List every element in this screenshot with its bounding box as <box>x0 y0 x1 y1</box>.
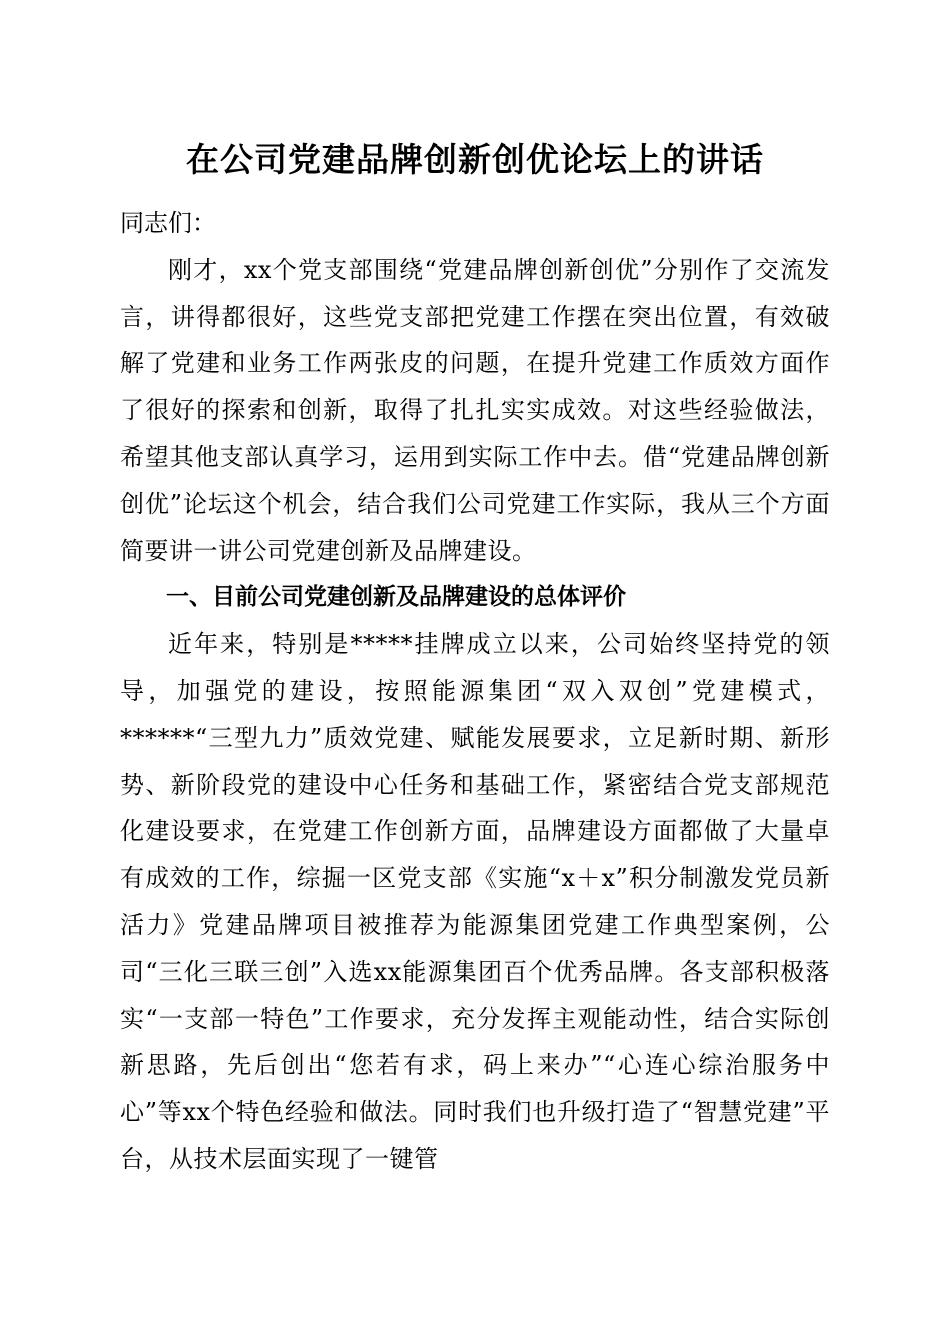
paragraph-intro: 刚才，xx个党支部围绕“党建品牌创新创优”分别作了交流发言，讲得都很好，这些党支部把党建工作摆在突出位置，有效破解了党建和业务工作两张皮的问题，在提升党建工作质效方面作了很好的探索和创新，取得了扎扎实实成效。对这些经验做法，希望其他支部认真学习，运用到实际工作中去。借“党建品牌创新创优”论坛这个机会，结合我们公司党建工作实际，我从三个方面简要讲一讲公司党建创新及品牌建设。 <box>120 255 830 565</box>
document-body <box>120 200 830 1183</box>
document-title: 在公司党建品牌创新创优论坛上的讲话 <box>186 140 764 179</box>
salutation: 同志们： <box>120 209 216 237</box>
section-heading-1: 一、目前公司党建创新及品牌建设的总体评价 <box>166 584 626 611</box>
paragraph-evaluation: 近年来，特别是*****挂牌成立以来，公司始终坚持党的领导，加强党的建设，按照能源集团“双入双创”党建模式，******“三型九力”质效党建、赋能发展要求，立足新时期、新形势、新阶段党的建设中心任务和基础工作，紧密结合党支部规范化建设要求，在党建工作创新方面，品牌建设方面都做了大量卓有成效的工作，综掘一区党支部《实施“x＋x”积分制激发党员新活力》党建品牌项目被推荐为能源集团党建工作典型案例，公司“三化三联三创”入选xx能源集团百个优秀品牌。各支部积极落实“一支部一特色”工作要求，充分发挥主观能动性，结合实际创新思路，先后创出“您若有求，码上来办”“心连心综治服务中心”等xx个特色经验和做法。同时我们也升级打造了“智慧党建”平台，从技术层面实现了一键管 <box>120 630 830 1173</box>
